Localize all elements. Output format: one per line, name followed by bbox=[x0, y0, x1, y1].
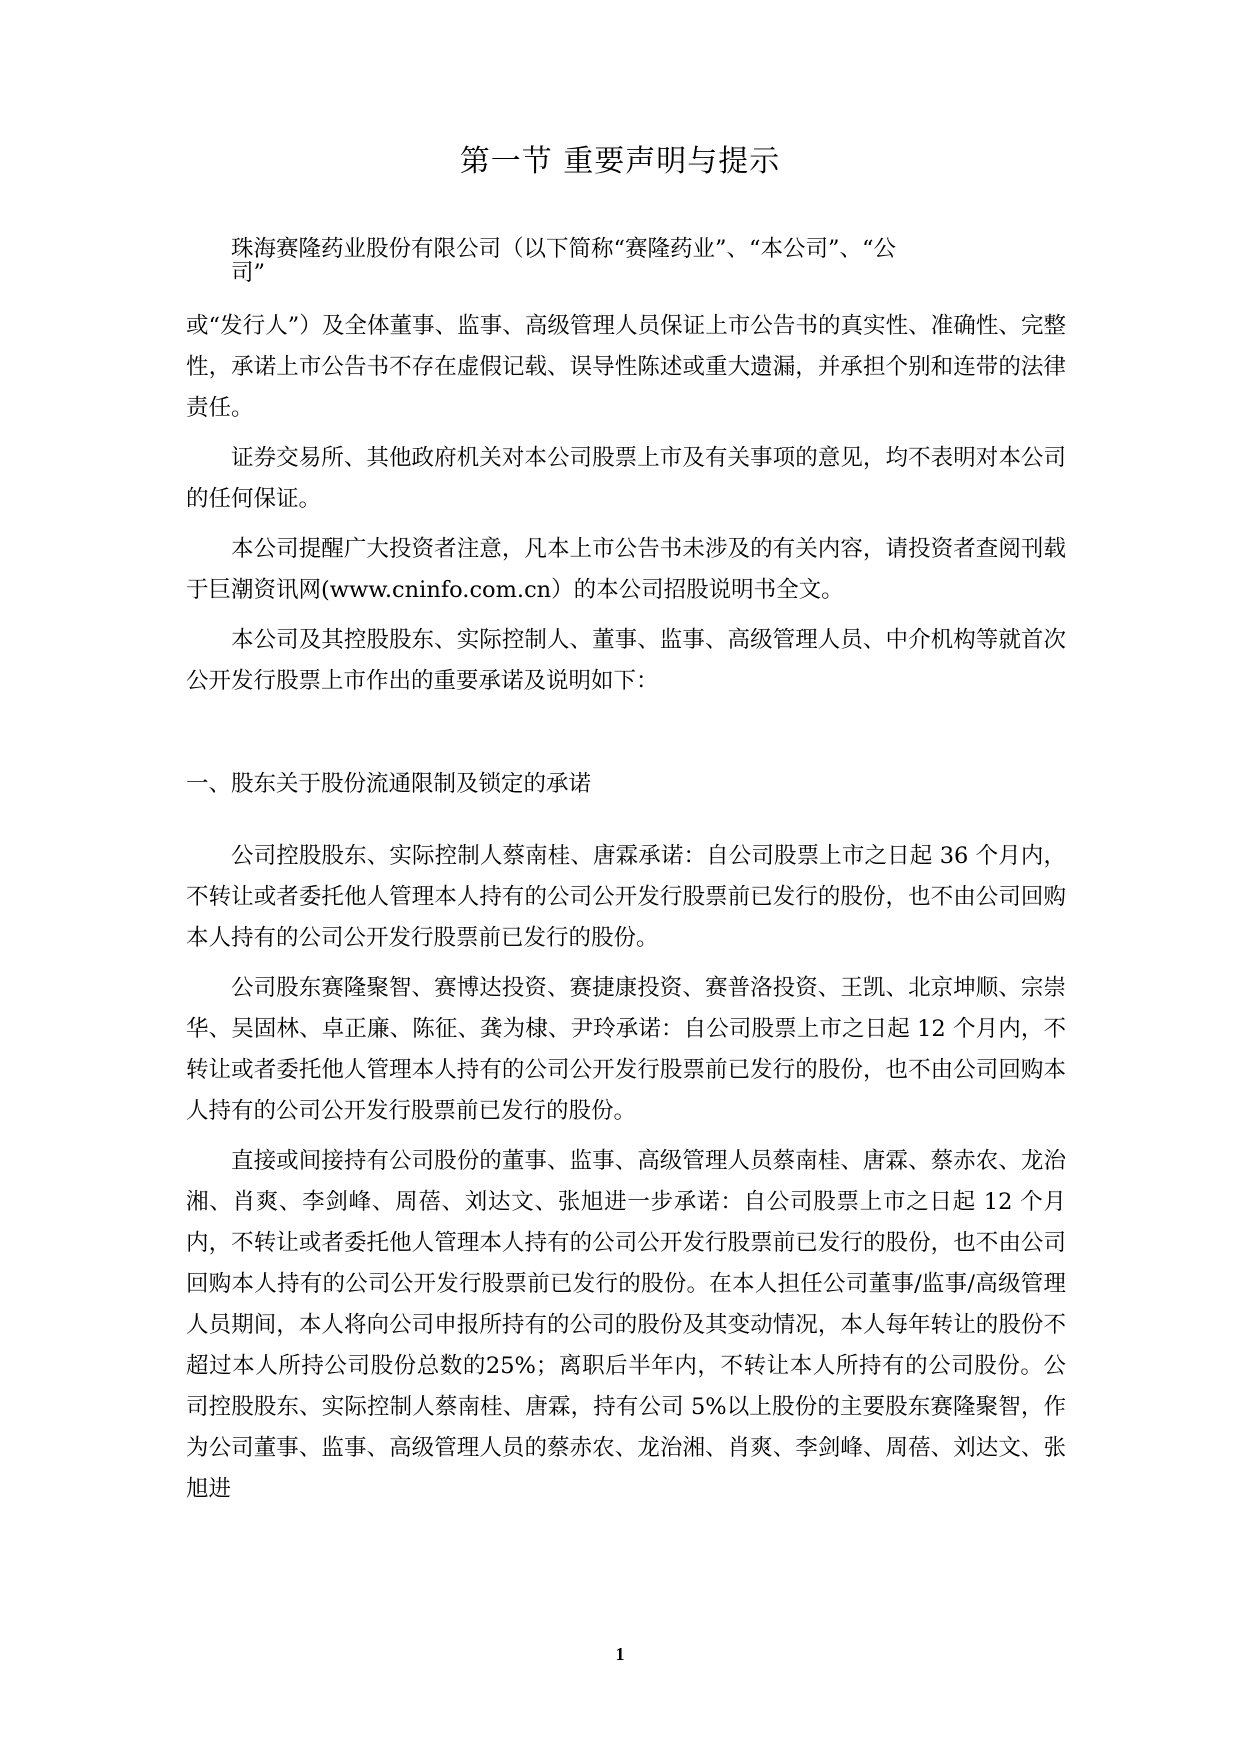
section-heading-block bbox=[186, 764, 1066, 805]
intro-paragraph: 证券交易所、其他政府机关对本公司股票上市及有关事项的意见，均不表明对本公司的任何保证。 bbox=[186, 445, 1066, 512]
declaration-continuation: 或“发行人”）及全体董事、监事、高级管理人员保证上市公告书的真实性、准确性、完整性，承诺上市公告书不存在虚假记载、误导性陈述或重大遗漏，并承担个别和连带的法律责任。 bbox=[186, 313, 1066, 421]
declaration-wrapped-word: 司” bbox=[231, 260, 266, 286]
page-number: 1 bbox=[615, 1644, 625, 1664]
intro-paragraph: 本公司提醒广大投资者注意，凡本上市公告书未涉及的有关内容，请投资者查阅刊载于巨潮资讯网(www.cninfo.com.cn）的本公司招股说明书全文。 bbox=[186, 536, 1066, 603]
section-paragraph: 公司股东赛隆聚智、赛博达投资、赛捷康投资、赛普洛投资、王凯、北京坤顺、宗崇华、吴固林、卓正廉、陈征、龚为棣、尹玲承诺：自公司股票上市之日起 12 个月内，不转让或者委托他人管理本人持有的公司公开发行股票前已发行的股份，也不由公司回购本人持有的公司公开发行股票前已发行的股份。 bbox=[186, 975, 1066, 1124]
section-paragraph: 直接或间接持有公司股份的董事、监事、高级管理人员蔡南桂、唐霖、蔡赤农、龙治湘、肖爽、李剑峰、周蓓、刘达文、张旭进一步承诺：自公司股票上市之日起 12 个月内，不转让或者委托他人管理本人持有的公司公开发行股票前已发行的股份，也不由公司回购本人持有的公司公开发行股票前已发行的股份。在本人担任公司董事/监事/高级管理人员期间，本人将向公司申报所持有的公司的股份及其变动情况，本人每年转让的股份不超过本人所持公司股份总数的25%；离职后半年内，不转让本人所持有的公司股份。公司控股股东、实际控制人蔡南桂、唐霖，持有公司 5%以上股份的主要股东赛隆聚智，作为公司董事、监事、高级管理人员的蔡赤农、龙治湘、肖爽、李剑峰、周蓓、刘达文、张旭进 bbox=[186, 1148, 1066, 1502]
declaration-block bbox=[186, 229, 1066, 711]
page-title: 第一节 重要声明与提示 bbox=[459, 144, 781, 179]
section-paragraph: 公司控股股东、实际控制人蔡南桂、唐霖承诺：自公司股票上市之日起 36 个月内，不转让或者委托他人管理本人持有的公司公开发行股票前已发行的股份，也不由公司回购本人持有的公司公开发行股票前已发行的股份。 bbox=[186, 843, 1066, 951]
section-body bbox=[186, 836, 1066, 1519]
declaration-first-line: 珠海赛隆药业股份有限公司（以下简称“赛隆药业”、“本公司”、“公 bbox=[231, 236, 897, 262]
section-heading: 一、股东关于股份流通限制及锁定的承诺 bbox=[186, 771, 592, 797]
intro-paragraph: 本公司及其控股股东、实际控制人、董事、监事、高级管理人员、中介机构等就首次公开发行股票上市作出的重要承诺及说明如下： bbox=[186, 627, 1066, 694]
